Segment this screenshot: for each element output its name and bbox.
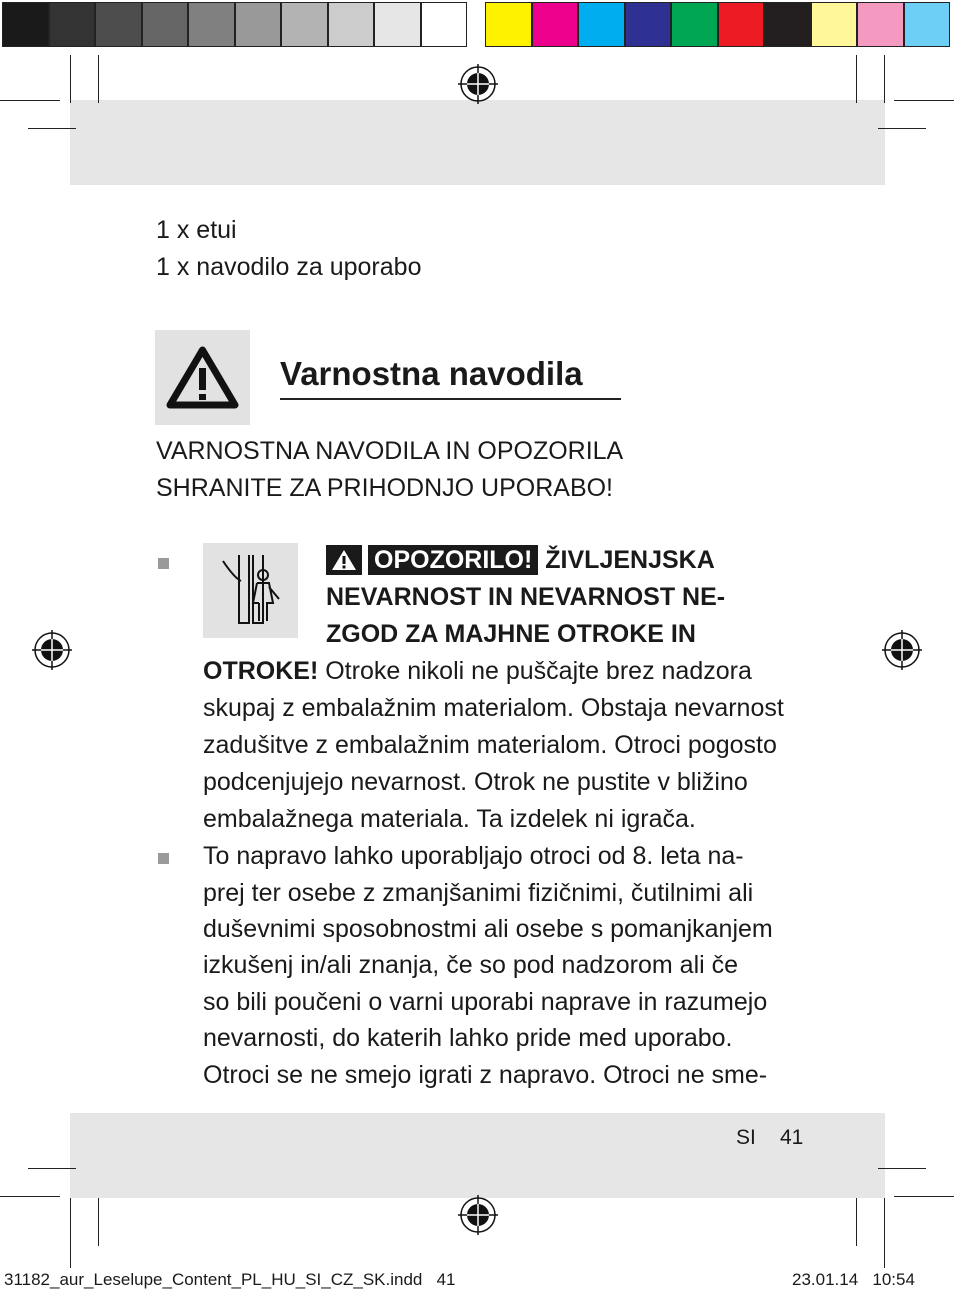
- paragraph-line: duševnimi sposobnostmi ali osebe s pomanjkanjem: [203, 915, 773, 943]
- warning-heading: ZGOD ZA MAJHNE OTROKE IN: [326, 620, 696, 648]
- notice-line: VARNOSTNA NAVODILA IN OPOZORILA: [156, 437, 624, 465]
- crop-mark: [878, 1168, 926, 1169]
- footer-band: [70, 1113, 885, 1198]
- page-language: SI: [736, 1126, 756, 1149]
- warning-small-icon: [326, 545, 362, 575]
- slug-time: 10:54: [872, 1270, 915, 1289]
- warning-heading-end: OTROKE!: [203, 657, 319, 685]
- warning-text-line: Otroke nikoli ne puščajte brez nadzora: [325, 657, 752, 685]
- color-swatch: [532, 2, 579, 47]
- registration-mark-icon: [458, 64, 498, 104]
- color-swatch: [811, 2, 858, 47]
- warning-badge: OPOZORILO!: [368, 545, 538, 575]
- color-swatch: [578, 2, 625, 47]
- contents-line: 1 x etui: [156, 216, 237, 244]
- crop-mark: [894, 1196, 954, 1197]
- title-underline: [280, 398, 621, 400]
- crop-mark: [28, 128, 76, 129]
- paragraph-line: so bili poučeni o varni uporabi naprave in razumejo: [203, 988, 768, 1016]
- header-band: [70, 100, 885, 185]
- slug-datetime: [792, 1270, 915, 1290]
- crop-mark: [70, 55, 71, 103]
- crop-mark: [0, 1196, 60, 1197]
- warning-icon-box: [155, 330, 250, 425]
- crop-mark: [856, 1198, 857, 1246]
- gray-swatch: [49, 2, 96, 47]
- gray-swatch: [374, 2, 421, 47]
- crop-mark: [98, 1198, 99, 1246]
- slug-file: 31182_aur_Leselupe_Content_PL_HU_SI_CZ_SK.indd: [4, 1270, 423, 1289]
- gray-swatch: [421, 2, 468, 47]
- color-swatch: [485, 2, 532, 47]
- registration-mark-icon: [882, 630, 922, 670]
- warning-triangle-icon: [155, 330, 250, 425]
- crop-mark: [98, 55, 99, 103]
- color-swatch: [718, 2, 765, 47]
- child-curtain-icon-box: [203, 543, 298, 638]
- warning-heading: NEVARNOST IN NEVARNOST NE-: [326, 583, 726, 611]
- gray-swatch: [281, 2, 328, 47]
- color-swatch: [625, 2, 672, 47]
- crop-mark: [884, 1198, 885, 1268]
- bullet: [158, 558, 169, 569]
- gray-swatch: [328, 2, 375, 47]
- warning-text-line: skupaj z embalažnim materialom. Obstaja nevarnost: [203, 694, 784, 722]
- warning-triangle-icon: [330, 548, 358, 572]
- bullet: [158, 853, 169, 864]
- crop-mark: [878, 128, 926, 129]
- child-strangulation-icon: [203, 543, 298, 638]
- registration-mark-icon: [32, 630, 72, 670]
- color-swatch: [904, 2, 951, 47]
- paragraph-line: Otroci se ne smejo igrati z napravo. Otroci ne sme-: [203, 1061, 768, 1089]
- crop-mark: [28, 1168, 76, 1169]
- section-title: Varnostna navodila: [280, 355, 583, 392]
- warning-text-line: zadušitve z embalažnim materialom. Otroci pogosto: [203, 731, 777, 759]
- contents-line: 1 x navodilo za uporabo: [156, 253, 422, 281]
- paragraph-line: nevarnosti, do katerih lahko pride med uporabo.: [203, 1024, 733, 1052]
- gray-swatch: [235, 2, 282, 47]
- color-swatch: [764, 2, 811, 47]
- warning-text: [203, 653, 752, 690]
- gray-swatch: [2, 2, 49, 47]
- crop-mark: [884, 55, 885, 103]
- crop-mark: [70, 1198, 71, 1268]
- color-swatch: [857, 2, 904, 47]
- warning-text-line: embalažnega materiala. Ta izdelek ni igrača.: [203, 805, 696, 833]
- page-number: 41: [780, 1126, 804, 1149]
- paragraph-line: To napravo lahko uporabljajo otroci od 8. leta na-: [203, 842, 744, 870]
- paragraph-line: prej ter osebe z zmanjšanimi fizičnimi, čutilnimi ali: [203, 879, 754, 907]
- crop-mark: [856, 55, 857, 103]
- warning-heading-text: ŽIVLJENJSKA: [545, 546, 715, 574]
- notice-line: SHRANITE ZA PRIHODNJO UPORABO!: [156, 474, 614, 502]
- crop-mark: [894, 100, 954, 101]
- warning-heading: [326, 542, 715, 579]
- slug-filename: [4, 1270, 455, 1290]
- paragraph-line: izkušenj in/ali znanja, če so pod nadzorom ali če: [203, 951, 739, 979]
- gray-swatch: [95, 2, 142, 47]
- color-swatch: [671, 2, 718, 47]
- warning-text-line: podcenjujejo nevarnost. Otrok ne pustite v bližino: [203, 768, 748, 796]
- crop-mark: [0, 100, 60, 101]
- registration-mark-icon: [458, 1195, 498, 1235]
- gray-swatch: [188, 2, 235, 47]
- slug-page: 41: [436, 1270, 456, 1289]
- gray-swatch: [142, 2, 189, 47]
- slug-date: 23.01.14: [792, 1270, 859, 1289]
